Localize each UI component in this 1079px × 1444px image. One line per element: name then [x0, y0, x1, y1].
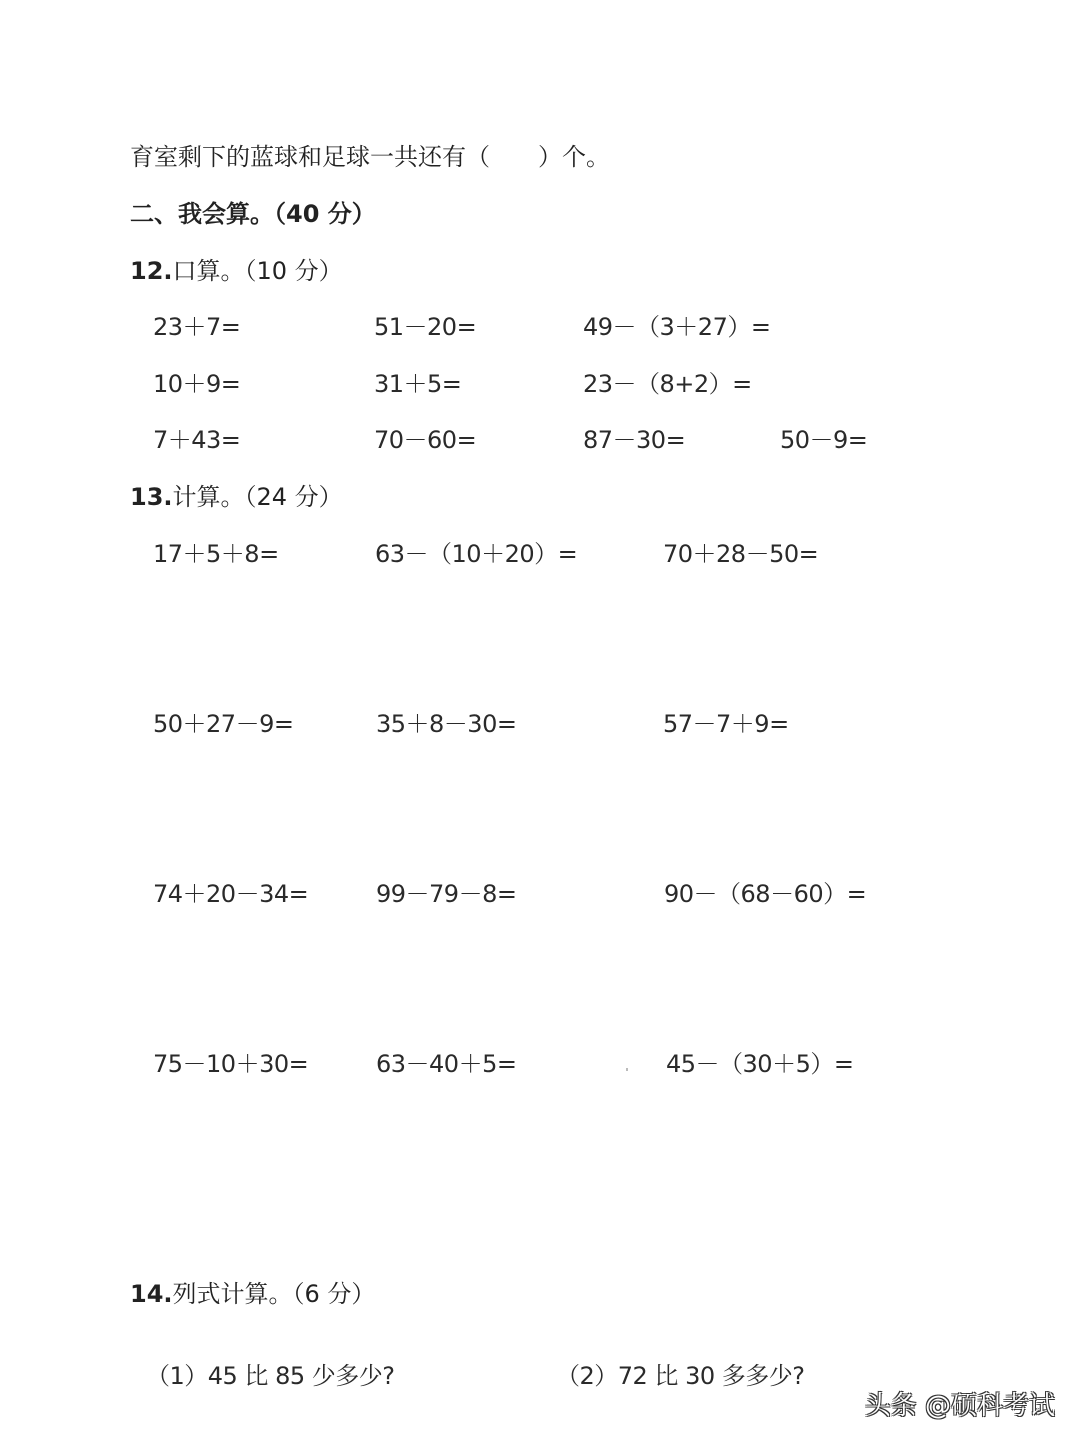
expression: 50＋27－9=	[153, 710, 294, 738]
expression: 70－60=	[374, 426, 477, 454]
watermark: 头条 @硕科考试	[864, 1391, 1055, 1421]
question-14-heading	[130, 1279, 375, 1309]
question-title: 口算。（10 分）	[172, 257, 343, 285]
expression: 31＋5=	[374, 370, 462, 398]
section-title: 二、我会算。（40 分）	[130, 200, 376, 228]
expression: 51－20=	[374, 313, 477, 341]
expression: 57－7＋9=	[663, 710, 789, 738]
expression: 87－30=	[583, 426, 686, 454]
expression: 23＋7=	[153, 313, 241, 341]
word-problem: （1）45 比 85 少多少?	[146, 1362, 395, 1390]
expression: 50－9=	[780, 426, 868, 454]
question-number: 14.	[130, 1280, 173, 1308]
intro-line: 育室剩下的蓝球和足球一共还有（ ）个。	[130, 143, 610, 171]
expression: 7＋43=	[153, 426, 241, 454]
expression: 75－10＋30=	[153, 1050, 309, 1078]
expression: 35＋8－30=	[376, 710, 517, 738]
question-13-heading	[130, 482, 343, 512]
question-title: 列式计算。（6 分）	[172, 1280, 376, 1308]
expression: 17＋5＋8=	[153, 540, 279, 568]
scan-speck	[626, 1068, 628, 1071]
question-number: 13.	[130, 483, 173, 511]
expression: 90－（68－60）=	[664, 880, 867, 908]
expression: 45－（30＋5）=	[666, 1050, 854, 1078]
expression: 23－（8+2）=	[583, 370, 752, 398]
word-problem: （2）72 比 30 多多少?	[556, 1362, 805, 1390]
expression: 74＋20－34=	[153, 880, 309, 908]
question-number: 12.	[130, 257, 173, 285]
expression: 63－40＋5=	[376, 1050, 517, 1078]
expression: 10＋9=	[153, 370, 241, 398]
expression: 63－（10＋20）=	[375, 540, 578, 568]
expression: 70＋28－50=	[663, 540, 819, 568]
expression: 49－（3＋27）=	[583, 313, 771, 341]
question-12-heading	[130, 256, 343, 286]
expression: 99－79－8=	[376, 880, 517, 908]
question-title: 计算。（24 分）	[172, 483, 343, 511]
